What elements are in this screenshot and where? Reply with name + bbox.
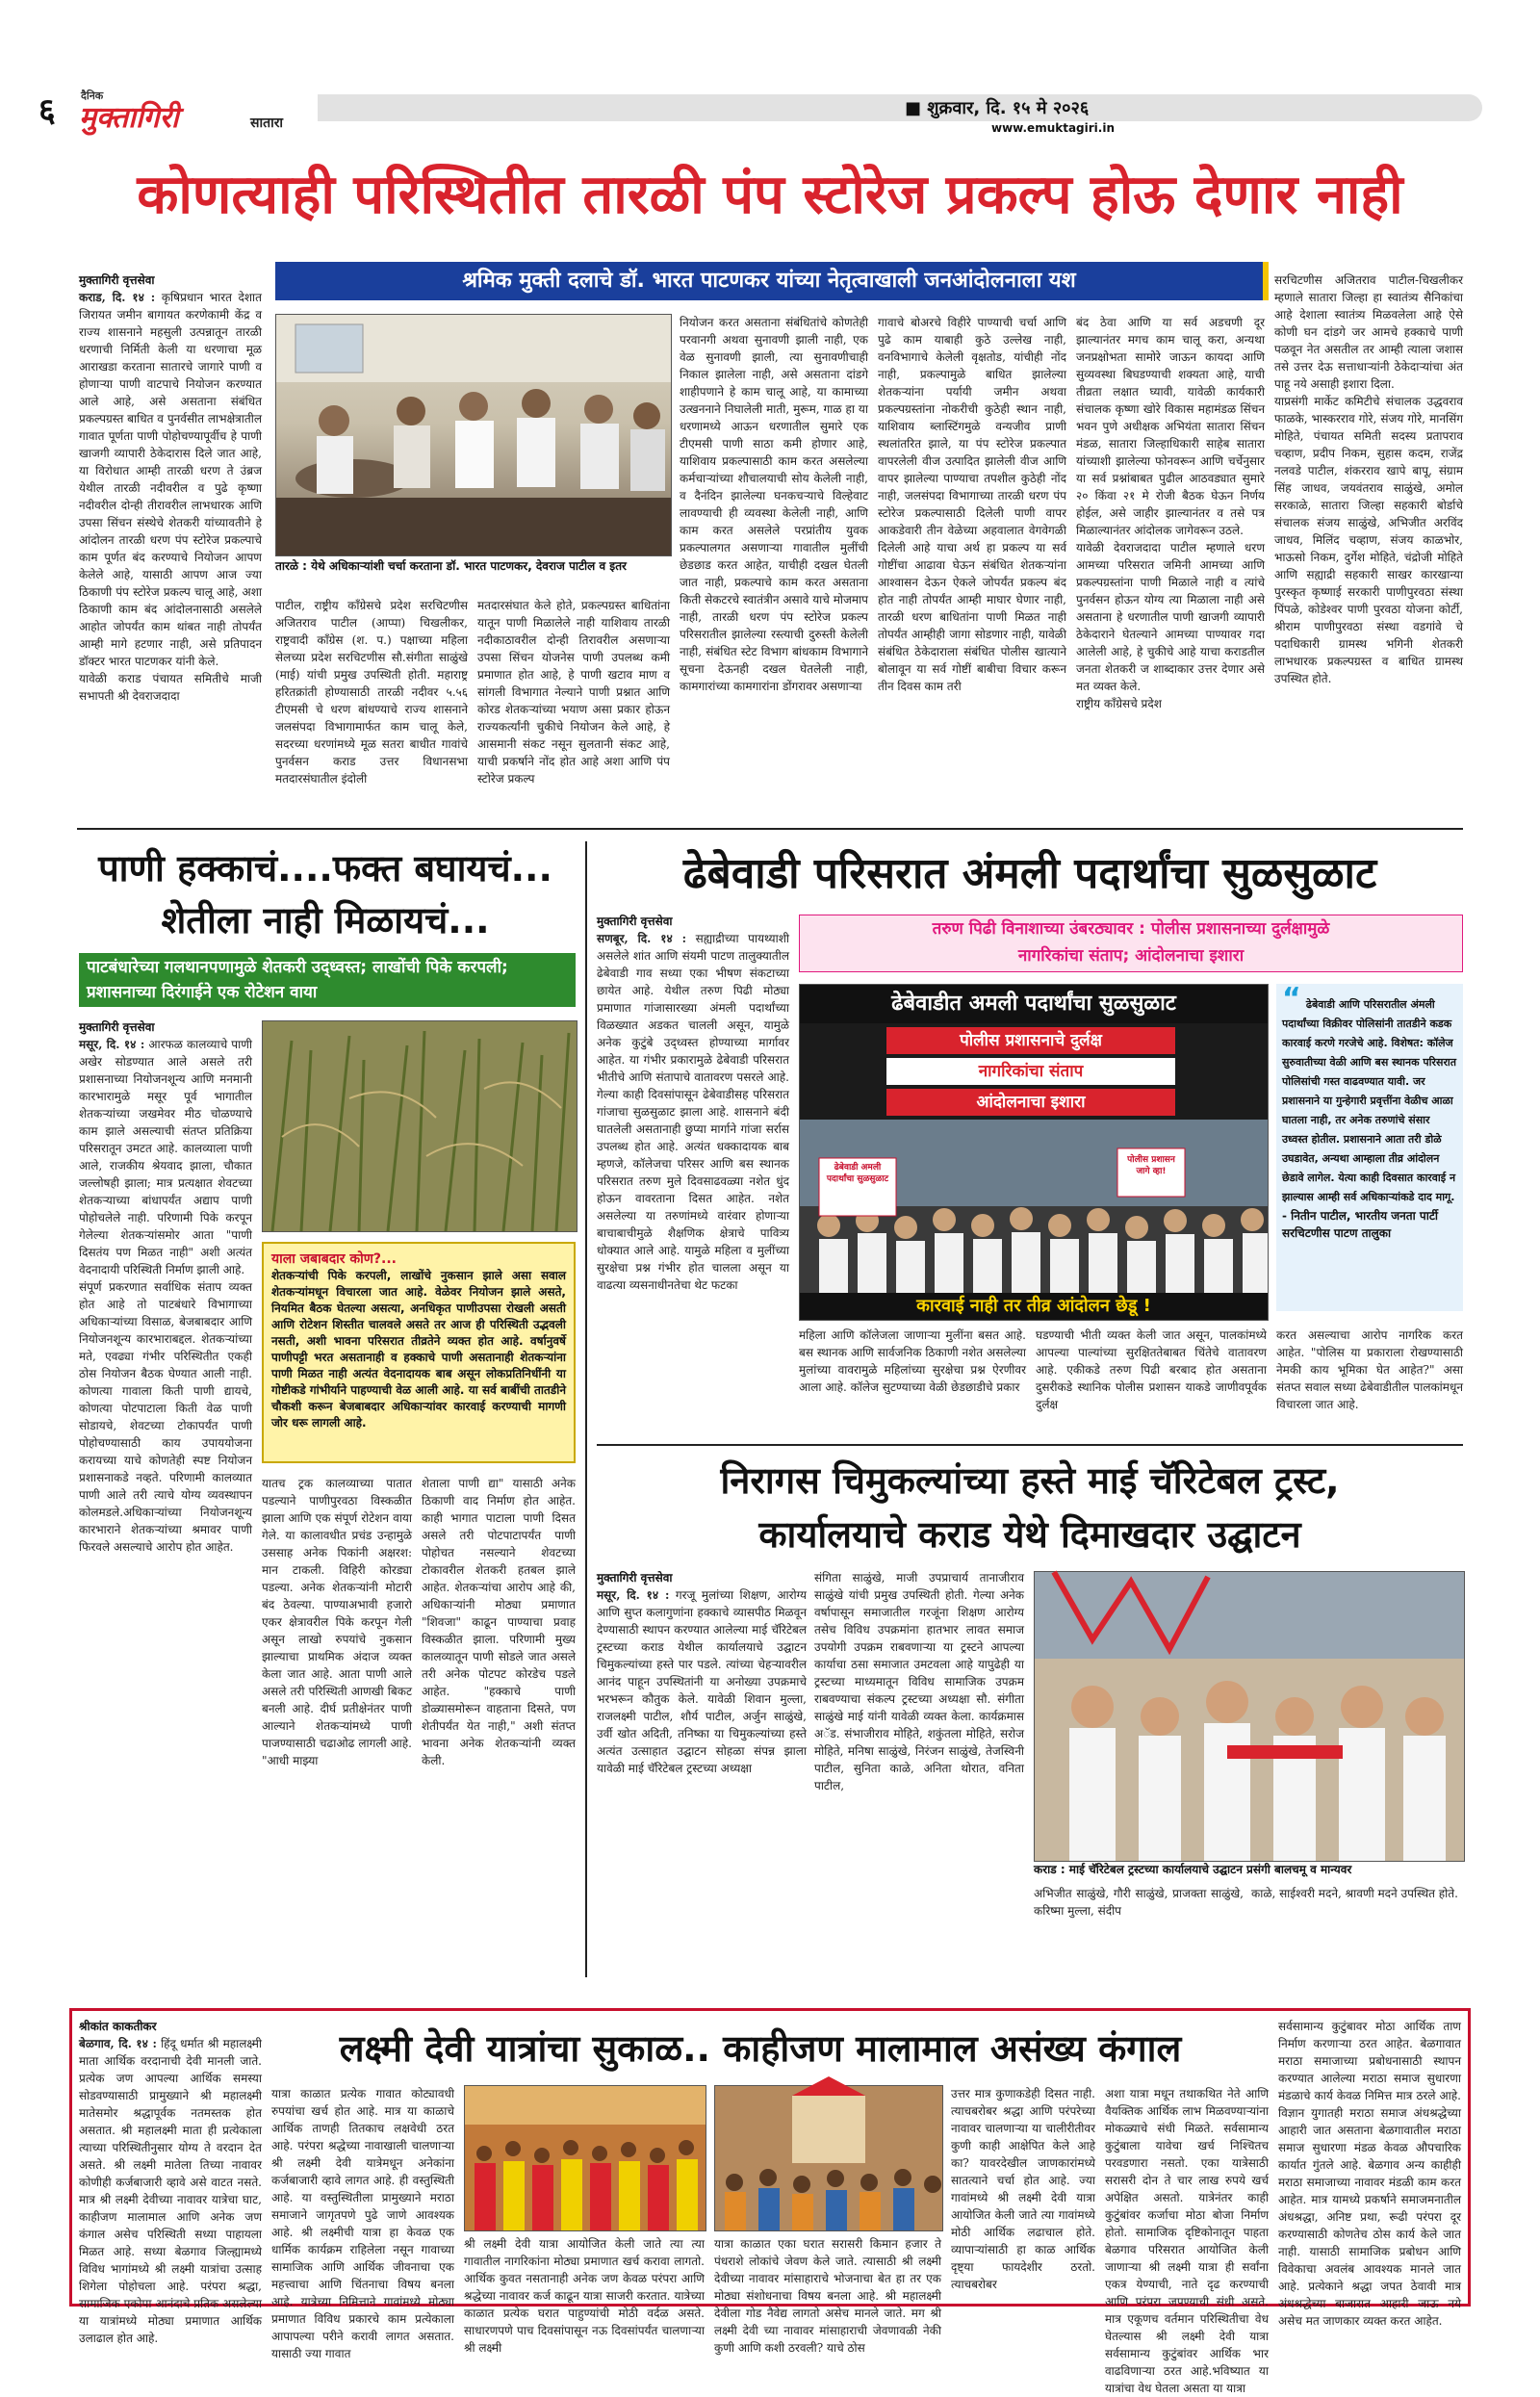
story5-col7: सर्वसामान्य कुटुंबावर मोठा आर्थिक ताण निर्माण करणाऱ्या ठरत आहेत. बेळगावात मराठा समाजाच्या प्रबोधनासाठी स्थापन करण्यात आलेल्या मराठा समाज सुधारणा मंडळाचे कार्य केवळ निमित्त मात्र ठरले आहे. विज्ञान युगातही मराठा समाज अंधश्रद्धेच्या आहारी जात असताना बेळगावातील मराठा समाज सुधारणा मंडळ केवळ औपचारिक कार्यात गुंतले आहे. बेळगाव अन्य काहीही मराठा समाजाच्या नावावर मंडळी काम करत आहेत. मात्र यामध्ये प्रकर्षाने समाजमनातील अंधश्रद्धा, अनिष्ट प्रथा, रूढी परंपरा दूर करण्यासाठी कोणतेच ठोस कार्य केले जात नाही. यासाठी सामाजिक प्रबोधन आणि विवेकाचा अवलंब आवश्यक मानले जात आहे. प्रत्येकाने श्रद्धा जपत ठेवावी मात्र अंधश्रद्धेच्या बाजारात आहारी जाऊ नये असेच मत जाणकार व्यक्त करत आहेत. (1278, 2020, 1461, 2328)
story5-col2: यात्रा काळात प्रत्येक गावात कोट्यावधी रुपयांचा खर्च होत आहे. मात्र या काळाचे आर्थिक ताणही तितकाच लक्षवेधी ठरत आहे. परंपरा श्रद्धेच्या नावाखाली चालणाऱ्या श्री लक्ष्मी देवी यात्रेमधून अनेकांना कर्जबाजारी व्हावे लागत आहे. ही वस्तुस्थिती आहे. या वस्तुस्थितीला प्रामुख्याने मराठा समाजाने जागृतपणे पुढे जाणे आवश्यक आहे. श्री लक्ष्मीची यात्रा हा केवळ एक धार्मिक कार्यक्रम राहिलेला नसून गावाच्या सामाजिक आणि आर्थिक जीवनाचा एक महत्त्वाचा आणि चिंतनाचा विषय बनला आहे. यात्रेच्या निमित्ताने गावांमध्ये मोठ्या प्रमाणात विविध प्रकारचे काम प्रत्येकाला आपापल्या परीने करावी लागत असतात. यासाठी ज्या गावात (271, 2087, 454, 2360)
story2-col1-text: आरफळ कालव्याचे पाणी अखेर सोडण्यात आले असले तरी प्रशासनाच्या नियोजनशून्य आणि मनमानी कारभारामुळे मसूर पूर्व भागातील शेतकऱ्यांच्या जखमेवर मीठ चोळण्याचे काम झाले असल्याची संतप्त प्रतिक्रिया परिसरातून उमटत आहे. कालव्याला पाणी आले, राजकीय श्रेयवाद झाला, चौकात जल्लोषही झाला; मात्र प्रत्यक्षात शेवटच्या शेतकऱ्याच्या बांधापर्यंत अद्याप पाणी पोहोचलेले नाही. परिणामी पिके करपून गेलेल्या शेतकऱ्यांसमोर आता "पाणी दिसतंय पण मिळत नाही" अशी अत्यंत वेदनादायी परिस्थिती निर्माण झाली आहे. (79, 1038, 252, 1276)
story3-poster-line2: नागरिकांचा संताप (886, 1058, 1175, 1085)
story2-dateline: मसूर, दि. १४ : (79, 1038, 145, 1051)
story3-b1: महिला आणि कॉलेजला जाणाऱ्या मुलींना बसत आहे. बस स्थानक आणि सार्वजनिक ठिकाणी नशेत असलेल्या मुलांच्या वावरामुळे महिलांच्या सुरक्षेचा प्रश्न ऐरणीवर आला आहे. कॉलेज सुटण्याच्या वेळी छेडछाडीचे प्रकार (799, 1328, 1026, 1394)
story5-col6: अशा यात्रा मधून तथाकथित नेते आणि वैयक्तिक आर्थिक लाभ मिळवण्याऱ्यांना मोकळ्याचे संधी मिळते. सर्वसामान्य कुटुंबाला यावेचा खर्च निश्चितच परवडणारा नसतो. एका यात्रेसाठी सरासरी दोन ते चार लाख रुपये खर्च अपेक्षित असतो. यात्रेनंतर काही कुटुंबांवर कर्जाचा मोठा बोजा निर्माण होतो. सामाजिक दृष्टिकोनातून पाहता बेळगाव परिसरात आयोजित केली जाणाऱ्या श्री लक्ष्मी यात्रा ही सर्वांना एकत्र येण्याची, नाते दृढ करण्याची आणि परंपरा जपण्याची संधी असते. मात्र एकूणच वर्तमान परिस्थितीचा वेध घेतल्यास श्री लक्ष्मी देवी यात्रा सर्वसामान्य कुटुंबांवर आर्थिक भार वाढविणाऱ्या ठरत आहे.भविष्यात या यात्रांचा वेध घेतला असता या यात्रा (1105, 2087, 1269, 2395)
page-number: ६ (38, 91, 56, 130)
story1-divider (77, 828, 1463, 830)
story2-col3: शेताला पाणी द्या" यासाठी अनेक ठिकाणी वाद निर्माण होत आहेत. काही भागात पाटाला पाणी दिसत असले तरी पोटपाटापर्यंत पाणी पोहोचत नसल्याने शेवटच्या टोकावरील शेतकरी हतबल झाले आहेत. शेतकऱ्यांचा आरोप आहे की, अधिकाऱ्यांनी मोठ्या प्रमाणात "शिवजा" काढून पाण्याचा प्रवाह विस्कळीत झाला. परिणामी मुख्य कालव्यातून पाणी सोडले जात असले तरी अनेक पोटपट कोरडेच पडले आहेत. "हक्काचे पाणी डोळ्यासमोरून वाहताना दिसते, पण शेतीपर्यंत येत नाही," अशी संतप्त भावना अनेक शेतकऱ्यांनी व्यक्त केली. (422, 1477, 576, 1767)
story4-col1-text: गरजू मुलांच्या शिक्षण, आरोग्य आणि सुप्त कलागुणांना हक्काचे व्यासपीठ मिळवून देण्यासाठी स्थापन करण्यात आलेल्या माई चॅरिटेबल ट्रस्टच्या कराड येथील कार्यालयाचे उद्घाटन चिमुकल्यांच्या हस्ते पार पडले. त्यांच्या चेहऱ्यावरील आनंद पाहून उपस्थितांनी या अनोख्या उपक्रमाचे भरभरून कौतुक केले. यावेळी शिवान मुल्ला, राजलक्ष्मी पाटील, शौर्य पाटील, अर्जुन साळुंखे, उर्वी खोत अदिती, तनिष्का या चिमुकल्यांच्या हस्ते अत्यंत उत्साहात उद्घाटन सोहळा संपन्न झाला यावेळी माई चॅरिटेबल ट्रस्टच्या अध्यक्षा (597, 1588, 807, 1775)
story5-photo-left (464, 2085, 706, 2231)
story1-col5-p2: यावेळी देवराजदादा पाटील म्हणाले धरण आमच्या परिसरात जमिनी आमच्या आणि प्रकल्पग्रस्तांना पाणी मिळाले नाही व त्यांचे पुनर्वसन होऊन योग्य त्या मिळाला नाही असे असताना हे धरणातील पाणी खाजगी व्यापारी ठेकेदाराने घेतल्याने आमच्या पाण्यावर गदा आलेली आहे, हे चुकीचे आहे याचा कराडतील जनता शेतकरी ज शाब्दाकार उत्तर देणार असे मत व्यक्त केले. (1076, 541, 1265, 693)
story4-caption (1034, 1862, 1463, 1881)
story1-caption-text: तारळे : येथे अधिकाऱ्यांशी चर्चा करताना डॉ. भारत पाटणकर, देवराज पाटील व इतर (275, 559, 627, 573)
story4-dateline: मसूर, दि. १४ : (597, 1588, 670, 1602)
story1-headline: कोणत्याही परिस्थितीत तारळी पंप स्टोरेज प्रकल्प होऊ देणार नाही (137, 164, 1403, 226)
story2-col1 (79, 1018, 252, 1981)
story5-photo-right (714, 2085, 943, 2231)
logo-main: मुक्तागिरी (79, 101, 179, 135)
story1-col6-p2: याप्रसंगी मार्केट कमिटीचे संचालक उद्धवराव फाळके, भास्करराव गोरे, संजय गोरे, मानसिंग मोहिते, पंचायत समिती सदस्य प्रतापराव चव्हाण, प्रदीप निकम, सुहास कदम, राजेंद्र नलवडे पाटील, शंकरराव खापे बापू, संग्राम सिंह जाधव, जयवंतराव साळुंखे, अमोल सरकाळे, सातारा जिल्हा सहकारी बोर्डाचे संचालक संजय साळुंखे, अभिजीत अरविंद जाधव, मिलिंद चव्हाण, संजय काळभोर, भाऊसो निकम, दुर्गेश मोहिते, चंद्रोजी मोहिते आणि सह्याद्री सहकारी साखर कारखान्या पुरस्कृत कृष्णाई सरकारी पाणीपुरवठा संस्था पिंपळे, कोडेश्वर पाणी पुरवठा योजना कोर्टी, श्रीराम पाणीपुरवठा संस्था वडगांवे चे पदाधिकारी ग्रामस्थ भगिनी शेतकरी लाभधारक प्रकल्पग्रस्त व बाधित ग्रामस्थ उपस्थित होते. (1274, 395, 1463, 685)
meeting-photo-illustration (276, 315, 671, 555)
story4-col4: काळे, साईश्वरी मदने, श्रावणी मदने उपस्थित होते. (1251, 1887, 1458, 1900)
story3-col1 (597, 913, 789, 1500)
story1-col6 (1274, 271, 1463, 812)
story3-strap (799, 915, 1463, 972)
story2-box (262, 1242, 576, 1463)
story4-byline: मुक्तागिरी वृत्तसेवा (597, 1571, 673, 1585)
story3-poster-line3: आंदोलनाचा इशारा (886, 1089, 1175, 1116)
story1-col1-end: यावेळी कराड पंचायत समितीचे माजी सभापती श्री देवराजदादा (79, 672, 262, 703)
story1-dateline: कराड, दि. १४ : (79, 291, 156, 304)
dry-crop-photo (263, 1021, 577, 1231)
logo (77, 89, 318, 133)
story1-col6-text: सरचिटणीस अजितराव पाटील-चिखलीकर म्हणाले सातारा जिल्हा हा स्वातंत्र्य सैनिकांचा आहे देशाला स्वातंत्र्य मिळवलेला आहे ऐसे कोणी घन दांडगे जर आमचे हक्काचे पाणी पळवून नेत असतील तर आम्ही त्याला जशास तसे उत्तर देऊ सत्ताधाऱ्यांनी ठेकेदाऱ्यांचा अंत पाहू नये असाही इशारा दिला. (1274, 273, 1463, 391)
story3-b2: घडण्याची भीती व्यक्त केली जात असून, पालकांमध्ये आपल्या पाल्यांच्या सुरक्षिततेबाबत चिंतेचे वातावरण आहे. एकीकडे तरुण पिढी बरबाद होत असताना दुसरीकडे स्थानिक पोलीस प्रशासन याकडे जाणीवपूर्वक दुर्लक्ष (1036, 1328, 1267, 1411)
story4-photo (1034, 1571, 1465, 1862)
story3-headline: ढेबेवाडी परिसरात अंमली पदार्थांचा सुळसुळाट (682, 849, 1377, 898)
story1-col3: नियोजन करत असताना संबंधितांचे कोणतेही परवानगी अथवा सुनावणी झाली नाही, एक वेळ सुनावणी झाली, त्या सुनावणीचाही निकाल झालेला नाही, असे असताना दांडगे शाहीपणाने हे काम चालू आहे, या कामाच्या उत्खननाने निघालेली माती, मुरूम, गाळ हा या धरणामध्ये आऊन धरणातील सुमारे एक टीएमसी पाणी साठा कमी होणार आहे, याशिवाय प्रकल्पासाठी काम करत असलेल्या कर्मचाऱ्यांच्या शौचालयाची सोय केलेली नाही, व दैनंदिन झालेल्या घनकचऱ्याचे विल्हेवाट लावण्याची ही व्यवस्था केलेली नाही, आणि काम करत असलेले परप्रांतीय युवक प्रकल्पालगत असणाऱ्या गावातील मुलींची छेडछाड करत आहेत, याचीही दखल घेतली जात नाही, प्रकल्पाचे काम करत असताना किती सेकटरचे स्वातंत्रीन असावे याचे मोजमाप नाही, तारळी धरण पंप स्टोरेज प्रकल्प परिसरातील झालेल्या रस्त्याची दुरुस्ती केलेली नाही, संबंधित स्टेट विभाग बांधकाम विभागाने सूचना देऊनही दखल घेतलेली नाही, कामगारांच्या कामगारांना डोंगरावर असणाऱ्या (680, 316, 868, 693)
story3-poster-sign2: पोलीस प्रशासन जागे व्हा! (1127, 1155, 1175, 1176)
story3-b3: करत असल्याचा आरोप नागरिक करत आहेत. "पोलिस या प्रकाराला रोखण्यासाठी नेमकी काय भूमिका घेत आहेत?" असा संतप्त सवाल सध्या ढेबेवाडीतील पालकांमधून विचारला जात आहे. (1276, 1328, 1463, 1411)
story1-col2b: मतदारसंघात केले होते, प्रकल्पग्रस्त बाधितांना यातून पाणी मिळालेले नाही याशिवाय तारळी नदीकाठावरील दोन्ही तिरावरील असणाऱ्या उपसा सिंचन योजनेस पाणी उपलब्ध कमी प्रमाणात होत आहे, हे पाणी खटाव माण व सांगली विभागात नेल्याने पाणी प्रश्नात आणि कोरड शेतकऱ्यांच्या भयाण असा प्रकार होऊन राज्यकर्त्यांनी चुकीचे नियोजन केले आहे, हे आसमानी संकट नसून सुलतानी संकट आहे, याची प्रकर्षाने नोंद होत आहे अशा आणि पंप स्टोरेज प्रकल्प (477, 599, 670, 786)
temple-crowd-photo (715, 2086, 942, 2230)
story1-col2a: पाटील, राष्ट्रीय काँग्रेसचे प्रदेश सरचिटणीस अजितराव पाटील (आप्पा) चिखलीकर, राष्ट्रवादी काँग्रेस (श. प.) पक्षाच्या महिला सेलच्या प्रदेश सरचिटणीस सौ.संगीता साळुंखे (माई) यांची प्रमुख उपस्थिती होती. महाराष्ट्र हरितक्रांती होण्यासाठी तारळी नदीवर ५.५६ टीएमसी चे धरण बांधण्याचे राज्य शासनाने जलसंपदा विभागामार्फत काम चालू केले, सदरच्या धरणांमध्ये मूळ सतरा बाधीत गावांचे पुनर्वसन कराड उत्तर विधानसभा मतदारसंघातील इंदोली (275, 599, 468, 786)
story5-col1-text: हिंदू धर्मात श्री महालक्ष्मी माता आर्थिक वरदानाची देवी मानली जाते. प्रत्येक जण आपल्या आर्थिक समस्या सोडवण्यासाठी प्रामुख्याने श्री महालक्ष्मी मातेसमोर श्रद्धापूर्वक नतमस्तक होत असतात. श्री महालक्ष्मी माता ही प्रत्येकाला त्याच्या परिस्थितीनुसार योग्य ते वरदान देत असते. श्री लक्ष्मी मातेला तिच्या नावावर कोणीही कर्जबाजारी व्हावे असे वाटत नसते. मात्र श्री लक्ष्मी देवीच्या नावावर यात्रेचा घाट, काहीजण मालामाल आणि अनेक जण कंगाल असेच परिस्थिती सध्या पाहायला मिळत आहे. सध्या बेळगाव जिल्ह्यामध्ये विविध भागांमध्ये श्री लक्ष्मी यात्रांचा उत्साह शिगेला पोहोचला आहे. परंपरा श्रद्धा, सामाजिक एकोपा आनंदाचे प्रतिक असलेल्या या यात्रांमध्ये मोठ्या प्रमाणात आर्थिक उलाढाल होत आहे. (79, 2037, 262, 2345)
story3-col1-text: सह्याद्रीच्या पायथ्याशी असलेले शांत आणि संयमी पाटण तालुक्यातील ढेबेवाडी गाव सध्या एका भीषण संकटाच्या छायेत आहे. येथील तरुण पिढी मोठ्या प्रमाणात गांजासारख्या अंमली पदार्थांच्या विळख्यात अडकत चालली असून, यामुळे अनेक कुटुंबे उद्ध्वस्त होण्याच्या मार्गावर आहेत. या गंभीर प्रकारामुळे ढेबेवाडी परिसरात भीतीचे आणि संतापाचे वातावरण पसरले आहे. गेल्या काही दिवसांपासून ढेबेवाडीसह परिसरात गांजाचा सुळसुळाट झाला आहे. शासनाने बंदी घातलेली असतानाही छुप्या मार्गाने गांजा सर्रास उपलब्ध होत आहे. अत्यंत धक्कादायक बाब म्हणजे, कॉलेजचा परिसर आणि बस स्थानक परिसरात तरुण मुले दिवसाढवळ्या नशेत धुंद होऊन वावरताना दिसत आहेत. नशेत असलेल्या या तरुणांमध्ये वारंवार होणाऱ्या बाचाबाचीमुळे शैक्षणिक क्षेत्राचे पावित्र्य धोक्यात आले आहे. यामुळे महिला व मुलींच्या सुरक्षेचा प्रश्न गंभीर होत चालला असून या वाढत्या व्यसनाधीनतेचा थेट फटका (597, 932, 789, 1292)
column-divider-vertical (585, 841, 587, 1977)
story5-dateline: बेळगाव, दि. १४ : (79, 2037, 157, 2050)
story2-col1-p2: संपूर्ण प्रकरणात सर्वाधिक संताप व्यक्त होत आहे तो पाटबंधारे विभागाच्या अधिकाऱ्यांच्या विसाळ, बेजबाबदार आणि नियोजनशून्य कारभाराबद्दल. शेतकऱ्यांच्या मते, एवढ्या गंभीर परिस्थितीत एकही ठोस नियोजन बैठक घेण्यात आली नाही. कोणत्या गावाला किती पाणी द्यायचे, कोणत्या पोटपाटाला किती वेळ पाणी सोडायचे, शेवटच्या टोकापर्यंत पाणी पोहोचण्यासाठी काय उपाययोजना करायच्या याचे कोणतेही स्पष्ट नियोजन प्रशासनाकडे नव्हते. परिणामी कालव्यात पाणी आले तरी त्याचे योग्य व्यवस्थापन कोलमडले.अधिकाऱ्यांच्या नियोजनशून्य कारभाराने शेतकऱ्यांच्या श्रमावर पाणी फिरवले असल्याचे आरोप होत आहेत. (79, 1280, 252, 1554)
story2-byline: मुक्तागिरी वृत्तसेवा (79, 1020, 155, 1034)
story3-poster (799, 984, 1269, 1321)
story5-col4: यात्रा काळात एका घरात सरासरी किमान हजार ते पंधराशे लोकांचे जेवण केले जाते. त्यासाठी श्री लक्ष्मी देवीच्या नावावर मांसाहाराचे भोजनाचा बेत हा तर एक मोठ्या संशोधनाचा विषय बनला आहे. श्री महालक्ष्मी देवीला गोड नैवेद्य लागतो असेच मानले जाते. मग श्री लक्ष्मी देवी च्या नावावर मांसाहाराची जेवणावळी नेकी कुणी आणि कशी ठरवली? याचे ठोस (714, 2237, 941, 2355)
story1-col4: गावाचे बोअरचे विहीरे पाण्याची चर्चा आणि पुढे काम याबाही कुठे उल्लेख नाही, वनविभागाचे केलेली वृक्षतोड, यांचीही नोंद नाही, प्रकल्पामुळे बाधित झालेल्या शेतकऱ्यांना पर्यायी जमीन अथवा प्रकल्पग्रस्तांना नोकरीची कुठेही स्थान नाही, याशिवाय ब्लास्टिंगमुळे वन्यजीव प्राणी स्थलांतरित झाले, या पंप स्टोरेज प्रकल्पात वापरलेली वीज उत्पादित झालेली वीज आणि वापर झालेल्या पाण्याचा तपशील कुठेही नोंद नाही, जलसंपदा विभागाच्या तारळी धरण पंप स्टोरेज प्रकल्पासाठी दिलेली पाणी वापर आकडेवारी तीन वेळेच्या अहवालात वेगवेगळी दिलेली आहे याचा अर्थ हा प्रकल्प या सर्व गोष्टींचा आढावा घेऊन संबंधित शेतकऱ्यांना आश्वासन देऊन ऐकले जोपर्यंत प्रकल्प बंद होत नाही तोपर्यंत आम्ही माघार घेणार नाही, तारळी धरण बाधितांना पाणी मिळत नाही तोपर्यंत आम्हीही जागा सोडणार नाही, यावेळी संबंधित ठेकेदाराला संबंधित पोलीस खात्याने बोलावून या सर्व गोष्टीं बाबीचा विचार करून तीन दिवस काम तरी (878, 316, 1066, 693)
story2-strap: पाटबंधारेच्या गलथानपणामुळे शेतकरी उद्ध्वस्त; लाखोंची पिके करपली; प्रशासनाच्या दिरंगाईने एक रोटेशन वाया (79, 953, 576, 1007)
story5-col3: श्री लक्ष्मी देवी यात्रा आयोजित केली जाते त्या त्या गावातील नागरिकांना मोठ्या प्रमाणात खर्च करावा लागतो. आर्थिक कुवत नसतानाही अनेक जण केवळ परंपरा आणि श्रद्धेच्या नावावर कर्ज काढून यात्रा साजरी करतात. यात्रेच्या काळात प्रत्येक घरात पाहुण्यांची मोठी वर्दळ असते. साधारणपणे पाच दिवसांपासून नऊ दिवसांपर्यंत चालणाऱ्या श्री लक्ष्मी (464, 2237, 705, 2355)
logo-top: दैनिक (81, 90, 104, 102)
inauguration-photo (1035, 1572, 1464, 1861)
story3-byline: मुक्तागिरी वृत्तसेवा (597, 915, 673, 928)
protest-crowd-illustration (800, 1120, 1268, 1293)
story5-col5: उत्तर मात्र कुणाकडेही दिसत नाही. त्याचबरोबर श्रद्धा आणि परंपरेच्या नावावर चालणाऱ्या या चालीरीतीवर कुणी काही आक्षेपित केले आहे का? यावरदेखील जाणकारांमध्ये सातत्याने चर्चा होत आहे. ज्या गावांमध्ये श्री लक्ष्मी देवी यात्रा आयोजित केली जाते त्या गावांमध्ये मोठी आर्थिक लढाचाल होते. व्यापाऱ्यांसाठी हा काळ आर्थिक दृष्ट्या फायदेशीर ठरतो. त्याचबरोबर (951, 2087, 1095, 2291)
story2-headline-line1: पाणी हक्काचं....फक्त बघायचं... (98, 847, 552, 889)
story2-col2: यातच ट्रक कालव्याच्या पातात पडल्याने पाणीपुरवठा विस्कळीत झाला आणि एक संपूर्ण रोटेशन वाया गेले. या कालावधीत प्रचंड उन्हामुळे उससाह अनेक पिकांनी अक्षरश: मान टाकली. विहिरी कोरड्या पडल्या. अनेक शेतकऱ्यांनी मोटारी बंद ठेवल्या. पाण्याअभावी हजारो एकर क्षेत्रावरील पिके करपून गेली असून लाखो रुपयांचे नुकसान झाल्याचा प्राथमिक अंदाज व्यक्त केला जात आहे. आता पाणी आले असले तरी परिस्थिती आणखी बिकट बनली आहे. दीर्घ प्रतीक्षेनंतर पाणी आल्याने शेतकऱ्यांमध्ये पाणी पाजण्यासाठी चढाओढ लागली आहे. "आधी माझ्या (262, 1477, 412, 1767)
story3-poster-bottom: कारवाई नाही तर तीव्र आंदोलन छेडू ! (800, 1293, 1268, 1320)
story1-col1-text: कृषिप्रधान भारत देशात जिरायत जमीन बागायत करणेकामी केंद्र व राज्य शासनाने महसुली उत्पन्नातून तारळी धरणाची निर्मिती केली या धरणाचा मूळ आराखडा करताना सातारचे जागारे पाणी व होणाऱ्या पाणी वाटपाचे नियोजन करण्यात आले आहे, असे असताना संबंधित प्रकल्पग्रस्त बाधित व पुनर्वसीत लाभक्षेत्रातील गावात पूर्णता पाणी पोहोचण्यापूर्वीच हे पाणी खाजगी व्यापारी ठेकेदारास दिले जात आहे, या विरोधात आम्ही तारळी धरण ते उंब्रज येथील तारळी नदीवरील व पुढे कृष्णा नदीवरील दोन्ही तीरावरील लाभधारक आणि उपसा सिंचन संस्थेचे शेतकरी यांच्यावतीने हे आंदोलन तारळी धरण पंप स्टोरेज प्रकल्पाचे काम पूर्णत बंद करण्याचे नियोजन आपण केलेले आहे, यासाठी आपण आज ज्या ठिकाणी पंप स्टोरेज प्रकल्प चालू आहे, अशा ठिकाणी काम बंद आंदोलनासाठी असलेले आहोत जोपर्यंत काम थांबत नाही तोपर्यंत आम्ही मागे हटणार नाही, असे प्रतिपादन डॉक्टर भारत पाटणकर यांनी केले. (79, 291, 262, 668)
story4-headline-line1: निरागस चिमुकल्यांच्या हस्ते माई चॅरिटेबल ट्रस्ट, (720, 1459, 1340, 1502)
story3-poster-line1: पोलीस प्रशासनाचे दुर्लक्ष (886, 1027, 1175, 1054)
story3-strap-line2: नागरिकांचा संताप; आंदोलनाचा इशारा (1017, 946, 1245, 966)
yatra-crowd-photo (465, 2086, 706, 2230)
story1-caption (275, 558, 670, 593)
story4-headline-line2: कार्यालयाचे कराड येथे दिमाखदार उद्घाटन (758, 1513, 1301, 1556)
masthead-bar (318, 94, 1482, 121)
story4-caption-text: कराड : माई चॅरिटेबल ट्रस्टच्या कार्यालयाचे उद्घाटन प्रसंगी बालचमू व मान्यवर (1034, 1863, 1352, 1876)
story5-col1 (79, 2018, 262, 2345)
story3-quote (1276, 984, 1463, 1311)
issue-date: ■ शुक्रवार, दि. १५ मे २०२६ (905, 98, 1090, 118)
story3-poster-title: ढेबेवाडीत अमली पदार्थांचा सुळसुळाट (800, 985, 1268, 1023)
story3-divider (597, 1444, 1463, 1446)
story4-col2: संगिता साळुंखे, माजी उपप्राचार्य तानाजीराव साळुंखे यांची प्रमुख उपस्थिती होती. गेल्या अनेक वर्षापासून समाजातील गरजूंना शिक्षण आरोग्य तसेच विविध उपक्रमांना हातभार लावत समाज उपयोगी उपक्रम राबवणाऱ्या या ट्रस्टने आपल्या कार्याचा ठसा समाजात उमटवला आहे यापुढेही या ट्रस्टच्या माध्यमातून विविध सामाजिक उपक्रम राबवण्याचा संकल्प ट्रस्टच्या अध्यक्षा सौ. संगीता साळुंखे माई यांनी यावेळी व्यक्त केला. कार्यक्रमास अॅड. संभाजीराव मोहिते, शकुंतला मोहिते, सरोज मोहिते, मनिषा साळुंखे, निरंजन साळुंखे, तेजस्विनी पाटील, सुनिता काळे, अनिता थोरात, वनिता पाटील, (814, 1571, 1024, 1792)
story1-photo (275, 314, 672, 556)
story2-headline-line2: शेतीला नाही मिळायचं... (161, 899, 490, 941)
story2-box-text: शेतकऱ्यांची पिके करपली, लाखोंचे नुकसान झाले असा सवाल शेतकऱ्यांमधून विचारला जात आहे. वेळेवर नियोजन झाले असते, नियमित बैठक घेतल्या असत्या, अनधिकृत पाणीउपसा रोखली असती आणि रोटेशन शिस्तीत चालवले असते तर आज ही परिस्थिती उद्भवली नसती, अशी भावना परिसरात तीव्रतेने व्यक्त होत आहे. वर्षानुवर्षे पाणीपट्टी भरत असतानाही व हक्काचे पाणी असतानाही शेतकऱ्यांना पाणी मिळत नाही अत्यंत वेदनादायक बाब असून लोकप्रतिनिधींनी या गोष्टीकडे गांभीर्याने पाहण्याची वेळ आली आहे. या सर्व बाबींची तातडीने चौकशी करून बेजबाबदार अधिकाऱ्यांवर कारवाई करण्याची मागणी जोर धरू लागली आहे. (271, 1269, 566, 1430)
story3-dateline: सणबूर, दि. १४ : (597, 932, 687, 945)
story3-quote-attribution: - नितीन पाटील, भारतीय जनता पार्टी सरचिटणीस पाटण तालुका (1282, 1209, 1438, 1240)
story1-col5-text: बंद ठेवा आणि या सर्व अडचणी दूर झाल्यानंतर मगच काम चालू करा, अन्यथा जनप्रक्षोभता सामोरे जाऊन कायदा आणि सुव्यवस्था बिघडण्याची शक्यता आहे, याची तीव्रता लक्षात घ्यावी, यावेळी कार्यकारी संचालक कृष्णा खोरे विकास महामंडळ सिंचन भवन पुणे अधीक्षक अभियंता सातारा सिंचन मंडळ, सातारा जिल्हाधिकारी साहेब सातारा यांच्याशी झालेल्या फोनवरून आणि चर्चेनुसार या सर्व प्रश्नांबाबत पुढील आठवड्यात सुमारे २० किंवा २१ मे रोजी बैठक घेऊन निर्णय होईल, असे जाहीर झाल्यानंतर व तसे पत्र मिळाल्यानंतर आंदोलक जागेवरून उठले. (1076, 316, 1265, 537)
quote-mark-icon: “ (1282, 982, 1301, 1016)
story3-quote-text: ढेबेवाडी आणि परिसरातील अंमली पदार्थांच्या विक्रीवर पोलिसांनी तातडीने कडक कारवाई करणे गरजेचे आहे. विशेषत: कॉलेज सुरुवातीच्या वेळी आणि बस स्थानक परिसरात पोलिसांची गस्त वाढवण्यात यावी. जर प्रशासनाने या गुन्हेगारी प्रवृत्तींना वेळीच आळा घातला नाही, तर अनेक तरुणांचे संसार उध्वस्त होतील. प्रशासनाने आता तरी डोळे उघडावेत, अन्यथा आम्हाला तीव्र आंदोलन छेडावे लागेल. येत्या काही दिवसात कारवाई न झाल्यास आम्ही सर्व अधिकाऱ्यांकडे दाद मागू. (1282, 998, 1457, 1203)
story3-poster-sign1: ढेबेवाडी अमली पदार्थांचा सुळसुळाट (826, 1163, 889, 1184)
masthead (38, 89, 1502, 135)
story1-col5 (1076, 314, 1265, 812)
story5-byline: श्रीकांत काकतीकर (79, 2020, 157, 2033)
story1-strap: श्रमिक मुक्ती दलाचे डॉ. भारत पाटणकर यांच्या नेतृत्वाखाली जनआंदोलनाला यश (275, 262, 1269, 300)
story5-headline: लक्ष्मी देवी यात्रांचा सुकाळ.. काहीजण मालामाल असंख्य कंगाल (339, 2027, 1182, 2070)
logo-city: सातारा (250, 116, 284, 131)
story1-col5-end: राष्ट्रीय काँग्रेसचे प्रदेश (1076, 697, 1162, 710)
story1-col1 (79, 271, 262, 811)
story2-box-title: याला जबाबदार कोण?... (271, 1251, 397, 1267)
website: www.emuktagiri.in (991, 121, 1115, 135)
story4-col3: अभिजीत साळुंखे, गौरी साळुंखे, प्राजक्ता साळुंखे, करिष्मा मुल्ला, संदीप (1034, 1887, 1244, 1918)
story1-byline: मुक्तागिरी वृत्तसेवा (79, 273, 155, 287)
story3-strap-line1: तरुण पिढी विनाशाच्या उंबरठ्यावर : पोलीस प्रशासनाच्या दुर्लक्षामुळे (932, 919, 1330, 939)
story2-photo (262, 1020, 578, 1232)
story4-col1 (597, 1569, 807, 1973)
